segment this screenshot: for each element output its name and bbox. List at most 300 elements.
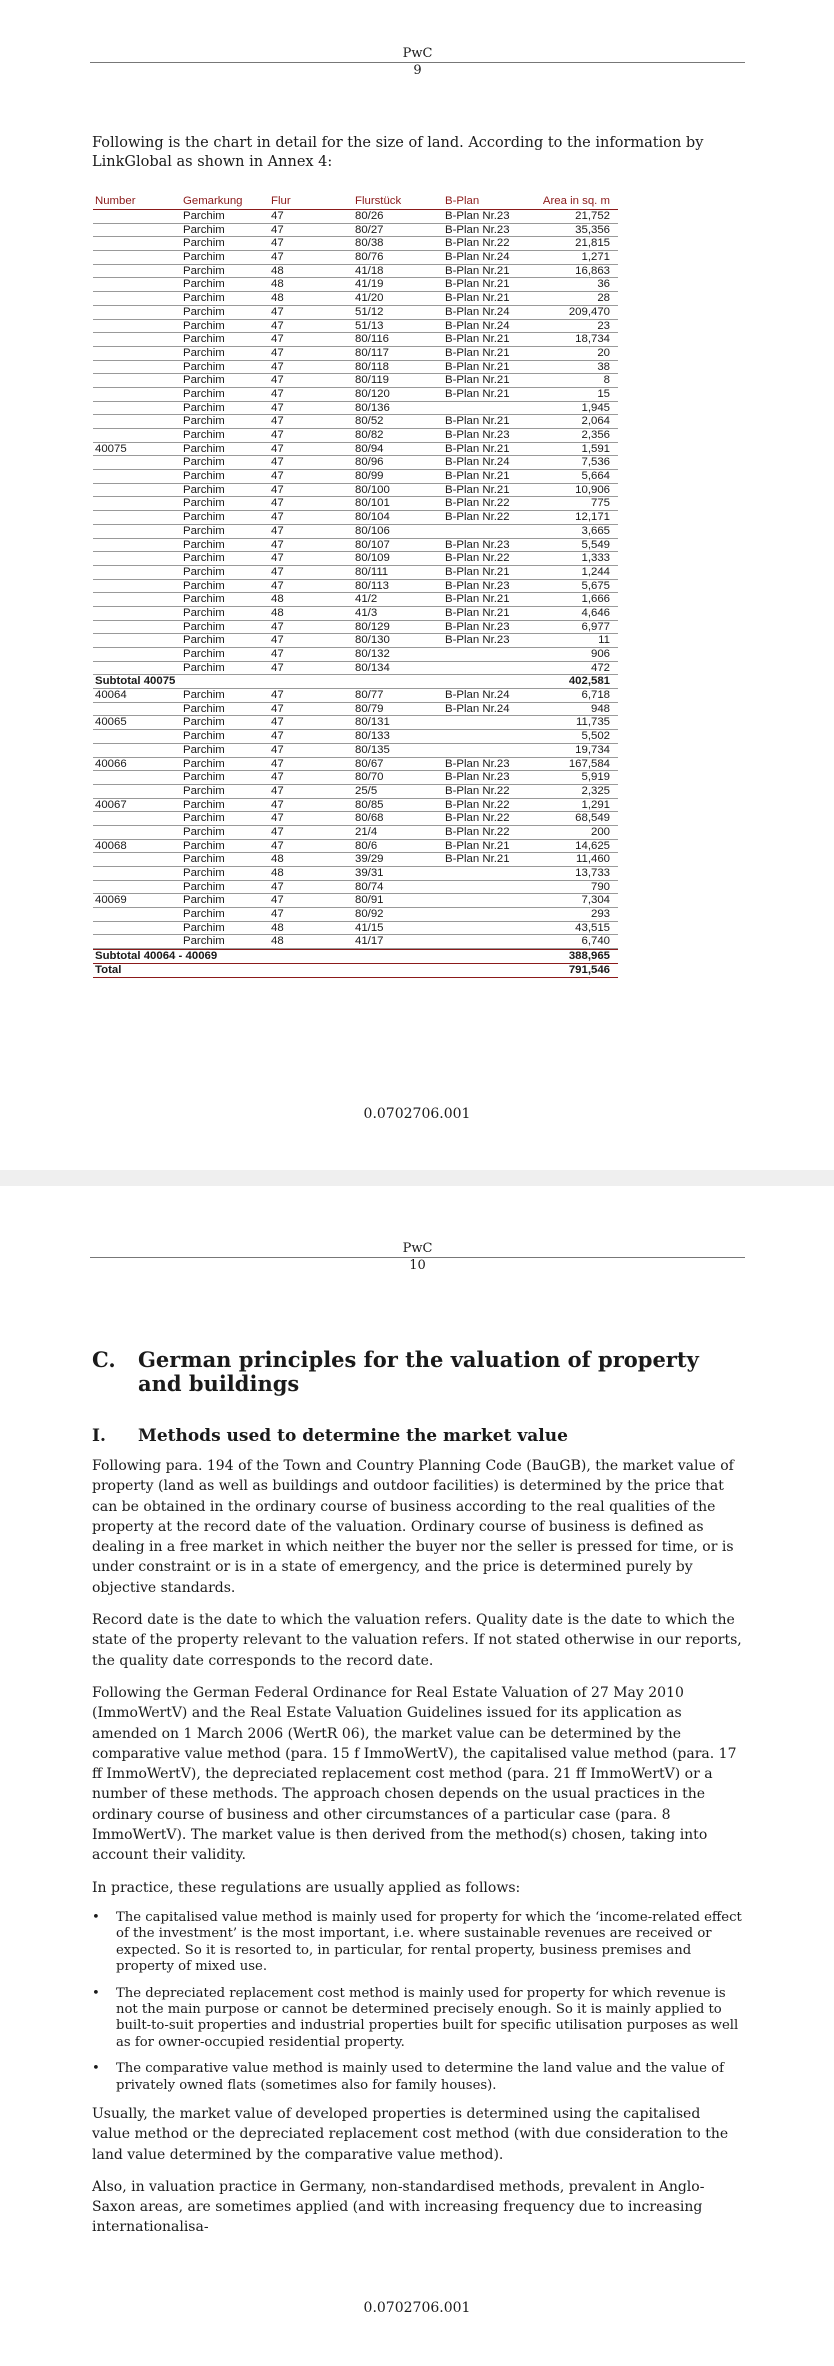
page-header <box>90 1241 745 1274</box>
cell-area: 12,171 <box>575 511 610 524</box>
table-row <box>93 429 618 443</box>
table-row <box>93 730 618 744</box>
cell-flurstueck: 80/104 <box>355 511 390 524</box>
table-row <box>93 361 618 375</box>
bullet-icon: • <box>92 1985 100 2001</box>
cell-flurstueck: 41/17 <box>355 935 384 948</box>
cell-area: 200 <box>590 825 610 838</box>
cell-gemarkung: Parchim <box>183 593 225 606</box>
cell-flurstueck: 39/31 <box>355 867 384 879</box>
table-row <box>93 580 618 594</box>
table-row <box>93 292 618 306</box>
paragraph: Also, in valuation practice in Germany, non-standardised methods, prevalent in Anglo-Saxon areas, are sometimes applied (and with increasing frequency due to increasing internationalisa- <box>92 2178 705 2236</box>
cell-bplan: B-Plan Nr.21 <box>445 593 510 606</box>
cell-flur: 47 <box>271 579 284 592</box>
cell-area: 293 <box>590 908 610 921</box>
cell-gemarkung: Parchim <box>183 538 225 551</box>
cell-flur: 48 <box>271 606 284 619</box>
cell-bplan: B-Plan Nr.21 <box>445 606 510 619</box>
cell-flur: 47 <box>271 333 284 346</box>
cell-flurstueck: 80/135 <box>355 743 390 756</box>
section-label: C. <box>92 1347 116 1372</box>
intro-paragraph: Following is the chart in detail for the size of land. According to the information by LinkGlobal as shown in Annex 4: <box>92 135 704 170</box>
cell-bplan: B-Plan Nr.21 <box>445 442 510 455</box>
cell-flurstueck: 80/134 <box>355 661 390 674</box>
table-row <box>93 456 618 470</box>
cell-area: 1,271 <box>581 251 610 264</box>
cell-flurstueck: 80/76 <box>355 251 384 264</box>
table-row <box>93 689 618 703</box>
cell-gemarkung: Parchim <box>183 305 225 318</box>
cell-flur: 47 <box>271 634 284 647</box>
cell-gemarkung: Parchim <box>183 620 225 633</box>
cell-gemarkung: Parchim <box>183 278 225 291</box>
cell-area: 21,815 <box>575 237 610 250</box>
land-size-table <box>93 195 618 978</box>
cell-flur: 47 <box>271 908 284 921</box>
cell-flurstueck: 41/19 <box>355 278 384 291</box>
cell-bplan: B-Plan Nr.23 <box>445 538 510 551</box>
cell-gemarkung: Parchim <box>183 237 225 250</box>
cell-flur: 47 <box>271 716 284 729</box>
cell-bplan: B-Plan Nr.21 <box>445 839 510 852</box>
cell-flurstueck: 41/18 <box>355 264 384 277</box>
table-row <box>93 867 618 881</box>
bullet-icon: • <box>92 2061 100 2077</box>
cell-gemarkung: Parchim <box>183 648 225 660</box>
cell-flur: 47 <box>271 456 284 469</box>
cell-flur: 47 <box>271 894 284 907</box>
header-firm: PwC <box>402 1241 433 1256</box>
cell-flur: 47 <box>271 771 284 784</box>
cell-area: 11,735 <box>576 716 610 729</box>
subtotal-label: Subtotal 40075 <box>95 675 176 688</box>
cell-area: 1,291 <box>581 798 610 811</box>
cell-flur: 47 <box>271 483 284 496</box>
cell-bplan: B-Plan Nr.24 <box>445 319 510 332</box>
table-row <box>93 908 618 922</box>
cell-flurstueck: 21/4 <box>355 825 378 838</box>
cell-flurstueck: 80/70 <box>355 771 384 784</box>
cell-bplan: B-Plan Nr.21 <box>445 360 510 373</box>
cell-number: 40067 <box>95 798 127 811</box>
table-row <box>93 443 618 457</box>
cell-flurstueck: 80/96 <box>355 456 384 469</box>
cell-flurstueck: 51/13 <box>355 319 384 332</box>
cell-gemarkung: Parchim <box>183 210 225 222</box>
cell-flur: 48 <box>271 921 284 934</box>
cell-flur: 47 <box>271 565 284 578</box>
table-row <box>93 210 618 224</box>
cell-flurstueck: 80/133 <box>355 730 390 743</box>
cell-gemarkung: Parchim <box>183 771 225 784</box>
bullet-item <box>92 1986 742 2052</box>
cell-flur: 47 <box>271 784 284 797</box>
cell-gemarkung: Parchim <box>183 730 225 743</box>
cell-flur: 47 <box>271 702 284 715</box>
cell-gemarkung: Parchim <box>183 921 225 934</box>
cell-area: 8 <box>603 374 610 387</box>
paragraph: Usually, the market value of developed properties is determined using the capitalised value method or the depreciated replacement cost method (with due consideration to the land value determined by the comparative value method). <box>92 2106 729 2163</box>
cell-bplan: B-Plan Nr.23 <box>445 634 510 647</box>
cell-gemarkung: Parchim <box>183 825 225 838</box>
cell-flur: 47 <box>271 387 284 400</box>
cell-area: 1,945 <box>581 401 610 414</box>
cell-flurstueck: 80/38 <box>355 237 384 250</box>
cell-area: 6,740 <box>581 935 610 948</box>
cell-area: 21,752 <box>575 210 610 222</box>
body-text <box>92 1456 742 2250</box>
cell-gemarkung: Parchim <box>183 894 225 907</box>
cell-gemarkung: Parchim <box>183 634 225 647</box>
cell-area: 18,734 <box>575 333 610 346</box>
cell-flurstueck: 80/52 <box>355 415 384 428</box>
table-row <box>93 374 618 388</box>
cell-bplan: B-Plan Nr.22 <box>445 497 510 510</box>
cell-flur: 47 <box>271 538 284 551</box>
table-row <box>93 224 618 238</box>
cell-bplan: B-Plan Nr.22 <box>445 825 510 838</box>
table-row <box>93 415 618 429</box>
cell-flurstueck: 80/106 <box>355 524 390 537</box>
cell-flurstueck: 80/117 <box>355 346 389 359</box>
cell-flurstueck: 80/120 <box>355 387 390 400</box>
table-row <box>93 525 618 539</box>
cell-number: 40075 <box>95 442 127 455</box>
cell-gemarkung: Parchim <box>183 812 225 825</box>
header-page-number: 10 <box>409 1258 426 1273</box>
cell-flurstueck: 80/27 <box>355 223 384 236</box>
cell-bplan: B-Plan Nr.22 <box>445 812 510 825</box>
cell-bplan: B-Plan Nr.21 <box>445 415 510 428</box>
cell-gemarkung: Parchim <box>183 292 225 305</box>
table-row <box>93 566 618 580</box>
cell-number: 40065 <box>95 716 127 729</box>
cell-bplan: B-Plan Nr.21 <box>445 292 510 305</box>
subtotal-value: 388,965 <box>568 950 610 963</box>
cell-flurstueck: 80/130 <box>355 634 390 647</box>
cell-bplan: B-Plan Nr.24 <box>445 305 510 318</box>
cell-bplan: B-Plan Nr.21 <box>445 483 510 496</box>
cell-area: 68,549 <box>575 812 610 825</box>
cell-number: 40069 <box>95 894 127 907</box>
table-row <box>93 662 618 676</box>
cell-bplan: B-Plan Nr.23 <box>445 210 510 222</box>
cell-bplan: B-Plan Nr.21 <box>445 565 510 578</box>
cell-flur: 48 <box>271 292 284 305</box>
cell-flur: 47 <box>271 620 284 633</box>
cell-area: 906 <box>590 648 610 660</box>
cell-bplan: B-Plan Nr.22 <box>445 798 510 811</box>
cell-flur: 47 <box>271 757 284 770</box>
col-header-flurstueck: Flurstück <box>355 195 402 207</box>
cell-flur: 47 <box>271 497 284 510</box>
cell-gemarkung: Parchim <box>183 333 225 346</box>
cell-flurstueck: 80/113 <box>355 579 389 592</box>
table-row <box>93 826 618 840</box>
cell-area: 5,675 <box>581 579 610 592</box>
table-row <box>93 799 618 813</box>
cell-flur: 47 <box>271 470 284 483</box>
cell-area: 6,718 <box>581 689 610 702</box>
cell-flur: 47 <box>271 319 284 332</box>
cell-gemarkung: Parchim <box>183 757 225 770</box>
cell-gemarkung: Parchim <box>183 497 225 510</box>
table-row <box>93 812 618 826</box>
cell-flurstueck: 80/136 <box>355 401 390 414</box>
cell-flurstueck: 80/100 <box>355 483 390 496</box>
total-label: Total <box>95 963 122 976</box>
cell-flur: 48 <box>271 853 284 866</box>
cell-flurstueck: 41/20 <box>355 292 384 305</box>
col-header-flur: Flur <box>271 195 291 207</box>
cell-flurstueck: 25/5 <box>355 784 378 797</box>
cell-flur: 47 <box>271 743 284 756</box>
table-row <box>93 306 618 320</box>
section-title: German principles for the valuation of property and buildings <box>138 1347 699 1396</box>
cell-flurstueck: 80/6 <box>355 839 378 852</box>
cell-gemarkung: Parchim <box>183 429 225 441</box>
page-footer: 0.0702706.001 <box>363 1106 471 1122</box>
cell-bplan: B-Plan Nr.24 <box>445 702 510 715</box>
cell-flurstueck: 80/109 <box>355 552 390 565</box>
cell-area: 209,470 <box>568 305 610 318</box>
table-row <box>93 497 618 511</box>
cell-flur: 47 <box>271 798 284 811</box>
cell-area: 1,244 <box>581 565 610 578</box>
cell-gemarkung: Parchim <box>183 415 225 428</box>
cell-flur: 47 <box>271 210 284 222</box>
table-row <box>93 470 618 484</box>
cell-gemarkung: Parchim <box>183 798 225 811</box>
col-header-bplan: B-Plan <box>445 195 480 207</box>
cell-area: 790 <box>590 880 610 893</box>
cell-area: 1,591 <box>581 442 610 455</box>
cell-flurstueck: 80/77 <box>355 689 384 702</box>
subtotal-row-40064-40069 <box>93 949 618 963</box>
table-row <box>93 785 618 799</box>
cell-flur: 48 <box>271 264 284 277</box>
table-header-row <box>93 195 618 210</box>
cell-flurstueck: 80/107 <box>355 538 390 551</box>
cell-bplan: B-Plan Nr.24 <box>445 456 510 469</box>
cell-area: 7,536 <box>581 456 610 469</box>
table-row <box>93 621 618 635</box>
cell-area: 5,502 <box>581 730 610 743</box>
cell-flurstueck: 41/3 <box>355 606 378 619</box>
cell-flur: 47 <box>271 689 284 702</box>
cell-gemarkung: Parchim <box>183 223 225 236</box>
table-row <box>93 881 618 895</box>
cell-area: 15 <box>597 387 610 400</box>
cell-flur: 47 <box>271 839 284 852</box>
cell-flur: 47 <box>271 880 284 893</box>
cell-flur: 47 <box>271 401 284 414</box>
bullet-icon: • <box>92 1909 100 1925</box>
document-page-9 <box>0 0 834 1170</box>
paragraph: Following para. 194 of the Town and Country Planning Code (BauGB), the market value of property (land as well as buildings and outdoor facilities) is determined by the price that can be obtained in the ordinary course of business according to the real qualities of the property at the record date of the valuation. Ordinary course of business is defined as dealing in a free market in which neither the buyer nor the seller is pressed for time, or is under constraint or is in a state of emergency, and the price is determined purely by objective standards. <box>92 1458 734 1596</box>
cell-number: 40068 <box>95 839 127 852</box>
cell-flur: 47 <box>271 825 284 838</box>
bullet-item <box>92 1910 742 1976</box>
cell-flur: 48 <box>271 593 284 606</box>
cell-gemarkung: Parchim <box>183 935 225 948</box>
subtotal-label: Subtotal 40064 - 40069 <box>95 950 218 963</box>
bullet-item <box>92 2061 742 2094</box>
cell-number: 40064 <box>95 689 127 702</box>
cell-area: 38 <box>597 360 610 373</box>
cell-flur: 47 <box>271 429 284 441</box>
cell-flur: 48 <box>271 867 284 879</box>
cell-area: 1,666 <box>581 593 610 606</box>
cell-area: 10,906 <box>575 483 610 496</box>
subtotal-value: 402,581 <box>568 675 610 688</box>
table-row <box>93 388 618 402</box>
cell-flur: 47 <box>271 511 284 524</box>
cell-flurstueck: 80/67 <box>355 757 384 770</box>
cell-flurstueck: 80/26 <box>355 210 384 222</box>
cell-flur: 47 <box>271 730 284 743</box>
paragraph: In practice, these regulations are usually applied as follows: <box>92 1879 521 1896</box>
cell-flur: 48 <box>271 278 284 291</box>
cell-bplan: B-Plan Nr.21 <box>445 374 510 387</box>
cell-area: 20 <box>597 346 610 359</box>
cell-area: 5,919 <box>581 771 610 784</box>
table-row <box>93 593 618 607</box>
table-row <box>93 539 618 553</box>
cell-flur: 47 <box>271 648 284 660</box>
subtotal-row-40075 <box>93 675 618 689</box>
cell-area: 43,515 <box>575 921 610 934</box>
bullet-text: The comparative value method is mainly used to determine the land value and the value of privately owned flats (sometimes also for family houses). <box>116 2061 724 2093</box>
cell-gemarkung: Parchim <box>183 511 225 524</box>
subsection-heading <box>92 1426 742 1446</box>
bullet-text: The capitalised value method is mainly used for property for which the ‘income-related effect of the investment’ is the most important, i.e. where sustainable revenues are received or expected. So it is resorted to, in particular, for rental property, business premises and property of mixed use. <box>116 1909 742 1975</box>
cell-bplan: B-Plan Nr.21 <box>445 470 510 483</box>
table-row <box>93 648 618 662</box>
cell-gemarkung: Parchim <box>183 784 225 797</box>
cell-flurstueck: 80/74 <box>355 880 384 893</box>
cell-area: 13,733 <box>575 867 610 879</box>
cell-gemarkung: Parchim <box>183 702 225 715</box>
cell-bplan: B-Plan Nr.21 <box>445 346 510 359</box>
cell-gemarkung: Parchim <box>183 565 225 578</box>
cell-number: 40066 <box>95 757 127 770</box>
cell-flur: 47 <box>271 374 284 387</box>
header-page-number: 9 <box>413 63 422 78</box>
table-row <box>93 552 618 566</box>
cell-gemarkung: Parchim <box>183 456 225 469</box>
cell-area: 1,333 <box>581 552 610 565</box>
cell-gemarkung: Parchim <box>183 319 225 332</box>
page-footer: 0.0702706.001 <box>363 2300 471 2316</box>
cell-flur: 47 <box>271 552 284 565</box>
table-row <box>93 840 618 854</box>
cell-flurstueck: 41/2 <box>355 593 378 606</box>
table-row <box>93 853 618 867</box>
cell-flurstueck: 80/118 <box>355 360 389 373</box>
cell-flurstueck: 80/116 <box>355 333 389 346</box>
paragraph: Record date is the date to which the valuation refers. Quality date is the date to which the state of the property relevant to the valuation refers. If not stated otherwise in our reports, the quality date corresponds to the record date. <box>92 1612 742 1669</box>
cell-area: 16,863 <box>575 264 610 277</box>
cell-area: 23 <box>597 319 610 332</box>
cell-flur: 47 <box>271 360 284 373</box>
cell-bplan: B-Plan Nr.23 <box>445 579 510 592</box>
cell-flur: 47 <box>271 305 284 318</box>
cell-gemarkung: Parchim <box>183 374 225 387</box>
cell-area: 6,977 <box>581 620 610 633</box>
cell-gemarkung: Parchim <box>183 689 225 702</box>
table-row <box>93 251 618 265</box>
cell-bplan: B-Plan Nr.24 <box>445 689 510 702</box>
col-header-number: Number <box>95 195 136 207</box>
cell-flurstueck: 39/29 <box>355 853 384 866</box>
cell-gemarkung: Parchim <box>183 251 225 264</box>
cell-bplan: B-Plan Nr.23 <box>445 757 510 770</box>
cell-gemarkung: Parchim <box>183 401 225 414</box>
table-row <box>93 402 618 416</box>
bullet-list <box>92 1910 742 2094</box>
cell-flurstueck: 80/132 <box>355 648 390 660</box>
table-row <box>93 607 618 621</box>
col-header-area: Area in sq. m <box>542 195 610 207</box>
cell-bplan: B-Plan Nr.22 <box>445 511 510 524</box>
cell-bplan: B-Plan Nr.22 <box>445 237 510 250</box>
cell-bplan: B-Plan Nr.22 <box>445 784 510 797</box>
table-row <box>93 484 618 498</box>
table-row <box>93 703 618 717</box>
cell-area: 5,549 <box>581 538 610 551</box>
cell-flurstueck: 80/131 <box>355 716 390 729</box>
cell-bplan: B-Plan Nr.21 <box>445 853 510 866</box>
table-row <box>93 511 618 525</box>
cell-flur: 47 <box>271 237 284 250</box>
cell-area: 36 <box>597 278 610 291</box>
cell-flur: 47 <box>271 251 284 264</box>
table-body-40075 <box>93 210 618 675</box>
subsection-title: Methods used to determine the market value <box>138 1426 568 1446</box>
cell-flurstueck: 80/101 <box>355 497 390 510</box>
cell-gemarkung: Parchim <box>183 716 225 729</box>
cell-area: 2,356 <box>581 429 610 441</box>
cell-gemarkung: Parchim <box>183 579 225 592</box>
cell-gemarkung: Parchim <box>183 483 225 496</box>
cell-flurstueck: 80/111 <box>355 565 389 578</box>
header-firm: PwC <box>402 46 433 61</box>
cell-flurstueck: 80/119 <box>355 374 389 387</box>
cell-area: 775 <box>590 497 610 510</box>
cell-flur: 47 <box>271 223 284 236</box>
cell-bplan: B-Plan Nr.21 <box>445 264 510 277</box>
table-row <box>93 935 618 949</box>
cell-flurstueck: 51/12 <box>355 305 384 318</box>
table-row <box>93 634 618 648</box>
cell-area: 4,646 <box>581 606 610 619</box>
cell-area: 167,584 <box>568 757 610 770</box>
cell-gemarkung: Parchim <box>183 552 225 565</box>
table-row <box>93 716 618 730</box>
cell-gemarkung: Parchim <box>183 360 225 373</box>
table-row <box>93 894 618 908</box>
table-row <box>93 347 618 361</box>
page-header <box>90 46 745 79</box>
cell-bplan: B-Plan Nr.21 <box>445 278 510 291</box>
table-row <box>93 333 618 347</box>
cell-flurstueck: 41/15 <box>355 921 384 934</box>
cell-bplan: B-Plan Nr.23 <box>445 223 510 236</box>
cell-gemarkung: Parchim <box>183 606 225 619</box>
table-row <box>93 265 618 279</box>
